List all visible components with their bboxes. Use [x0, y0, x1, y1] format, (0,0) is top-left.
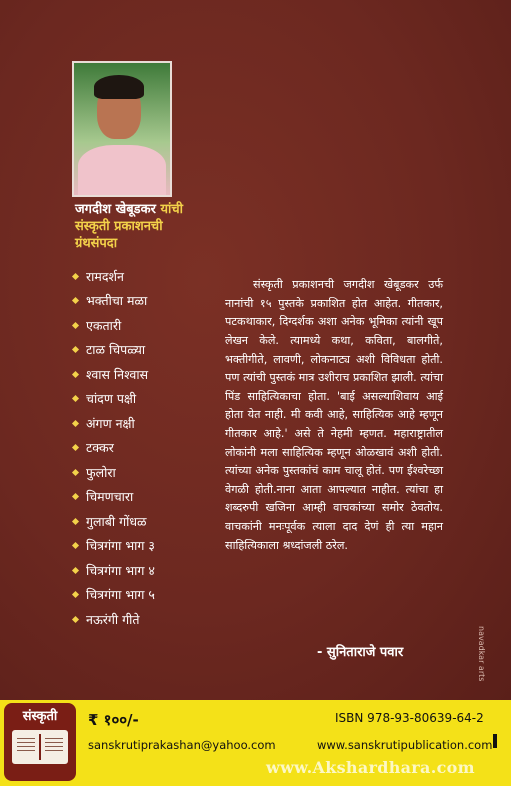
- author-heading: [75, 201, 183, 252]
- description-paragraph: संस्कृती प्रकाशनची जगदीश खेबूडकर उर्फ नानांची १५ पुस्तके प्रकाशित होत आहेत. गीतकार, पटकथाकार, दिग्दर्शक अशा अनेक भूमिका त्यांनी खूप लेखन केले. त्यामध्ये कथा, कविता, बालगीते, भक्तीगीते, लावणी, लोकनाट्य अशी विविधता होती. पण त्यांची पुस्तकं मात्र उशीराच प्रकाशित झाली. त्यांचा पिंड साहित्यिकाचा होता. 'बाई असल्याशिवाय आई होता येत नाही. मी कवी आहे, साहित्यिक आहे म्हणून गीतकार आहे.' असे ते नेहमी म्हणत. महाराष्ट्रातील लोकांनी मला साहित्यिक म्हणून ओळखावं अशी होती. त्यांच्या अनेक पुस्तकांचं काम चालू होतं. पण ईश्वरेच्छा वेगळी होती.नाना आता आपल्यात नाहीत. त्यांचा हा शब्दरुपी खजिना आम्ही वाचकांच्या समोर ठेवतोय. वाचकांनी मनःपूर्वक त्याला दाद देणं ही त्या महान साहित्यिकाला श्रध्दांजली ठरेल.: [225, 278, 443, 552]
- open-book-icon: [12, 730, 68, 764]
- heading-line-3: ग्रंथसंपदा: [75, 236, 118, 251]
- publisher-email: sanskrutiprakashan@yahoo.com: [88, 738, 276, 752]
- list-item: चित्रगंगा भाग ४: [73, 558, 155, 583]
- list-item: टक्कर: [73, 436, 155, 461]
- diamond-bullet-icon: [72, 395, 79, 402]
- publisher-website: www.sanskrutipublication.com: [317, 738, 493, 752]
- author-name: जगदीश खेबूडकर: [75, 202, 156, 217]
- diamond-bullet-icon: [72, 469, 79, 476]
- diamond-bullet-icon: [72, 444, 79, 451]
- diamond-bullet-icon: [72, 518, 79, 525]
- diamond-bullet-icon: [72, 493, 79, 500]
- diamond-bullet-icon: [72, 297, 79, 304]
- list-item: अंगण नक्षी: [73, 411, 155, 436]
- diamond-bullet-icon: [72, 616, 79, 623]
- list-item: रामदर्शन: [73, 264, 155, 289]
- diamond-bullet-icon: [72, 371, 79, 378]
- barcode-fragment-icon: [493, 734, 497, 748]
- diamond-bullet-icon: [72, 542, 79, 549]
- list-item: चिमणचारा: [73, 485, 155, 510]
- list-item: चित्रगंगा भाग ५: [73, 583, 155, 608]
- diamond-bullet-icon: [72, 273, 79, 280]
- list-item: एकतारी: [73, 313, 155, 338]
- list-item: नऊरंगी गीते: [73, 607, 155, 632]
- list-item: भक्तीचा मळा: [73, 289, 155, 314]
- list-item: फुलोरा: [73, 460, 155, 485]
- author-suffix: यांची: [160, 202, 183, 217]
- price: ₹ १००/-: [88, 711, 139, 729]
- designer-credit: navadkar arts: [477, 626, 486, 682]
- signature: - सुनिताराजे पवार: [317, 645, 404, 660]
- diamond-bullet-icon: [72, 567, 79, 574]
- list-item: गुलाबी गोंधळ: [73, 509, 155, 534]
- watermark: www.Akshardhara.com: [266, 758, 475, 777]
- list-item: श्वास निश्वास: [73, 362, 155, 387]
- list-item: टाळ चिपळ्या: [73, 338, 155, 363]
- book-list: [73, 264, 155, 632]
- isbn: ISBN 978-93-80639-64-2: [335, 711, 484, 725]
- diamond-bullet-icon: [72, 420, 79, 427]
- diamond-bullet-icon: [72, 322, 79, 329]
- logo-text: संस्कृती: [22, 709, 58, 724]
- publisher-logo: [4, 703, 76, 781]
- list-item: चांदण पक्षी: [73, 387, 155, 412]
- list-item: चित्रगंगा भाग ३: [73, 534, 155, 559]
- author-photo: [72, 61, 172, 197]
- heading-line-2: संस्कृती प्रकाशनची: [75, 219, 163, 234]
- diamond-bullet-icon: [72, 346, 79, 353]
- diamond-bullet-icon: [72, 591, 79, 598]
